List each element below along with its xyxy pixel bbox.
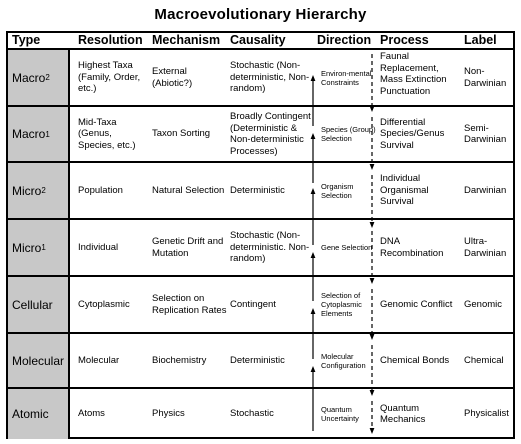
process-cell: Genomic Conflict: [380, 298, 453, 310]
resolution-cell: Molecular: [78, 354, 120, 366]
header-label: Label: [464, 33, 497, 47]
header-mechanism: Mechanism: [152, 33, 221, 47]
header-type: Type: [12, 33, 41, 47]
mechanism-cell: External (Abiotic?): [152, 66, 193, 89]
process-cell: Differential Species/Genus Survival: [380, 116, 445, 151]
label-cell: Non-Darwinian: [464, 66, 507, 89]
label-cell: Genomic: [464, 298, 503, 310]
header-direction: Direction: [317, 33, 372, 47]
type-subscript: 1: [45, 129, 50, 139]
causality-cell: Contingent: [230, 298, 276, 310]
direction-cell: Environ-mental Constraints: [321, 68, 372, 87]
type-label: Cellular: [12, 297, 53, 312]
resolution-cell: Mid-Taxa (Genus, Species, etc.): [78, 116, 136, 151]
resolution-cell: Cytoplasmic: [78, 298, 130, 310]
direction-cell: Gene Selection: [321, 243, 373, 252]
mechanism-cell: Selection on Replication Rates: [152, 293, 227, 316]
table-title: Macroevolutionary Hierarchy: [154, 6, 367, 23]
causality-cell: Deterministic: [230, 354, 285, 366]
causality-cell: Deterministic: [230, 184, 285, 196]
direction-cell: Species (Group) Selection: [321, 125, 376, 143]
label-cell: Darwinian: [464, 184, 507, 196]
type-label: Macro: [12, 127, 46, 141]
type-label: Macro: [12, 70, 46, 85]
direction-cell: Quantum Uncertainty: [321, 405, 359, 423]
causality-cell: Stochastic (Non-deterministic. Non-random): [230, 230, 310, 265]
resolution-cell: Population: [78, 184, 123, 196]
mechanism-cell: Biochemistry: [152, 354, 207, 366]
type-label: Micro: [12, 183, 42, 198]
process-cell: DNA Recombination: [380, 236, 444, 259]
process-cell: Quantum Mechanics: [380, 402, 426, 425]
label-cell: Ultra-Darwinian: [464, 236, 507, 259]
causality-cell: Stochastic (Non-deterministic, Non-random): [230, 60, 310, 95]
type-subscript: 2: [41, 186, 46, 195]
mechanism-cell: Taxon Sorting: [152, 128, 211, 140]
direction-cell: Molecular Configuration: [321, 351, 366, 370]
resolution-cell: Highest Taxa (Family, Order, etc.): [78, 60, 141, 95]
direction-arrows: [8, 33, 513, 437]
mechanism-cell: Genetic Drift and Mutation: [152, 236, 224, 259]
label-cell: Chemical: [464, 354, 504, 366]
type-label: Micro: [12, 240, 42, 255]
direction-cell: Organism Selection: [321, 181, 354, 200]
mechanism-cell: Natural Selection: [152, 184, 225, 196]
hierarchy-table: [6, 31, 515, 439]
mechanism-cell: Physics: [152, 408, 185, 420]
process-cell: Individual Organismal Survival: [380, 173, 429, 208]
resolution-cell: Atoms: [78, 408, 105, 420]
causality-cell: Broadly Contingent (Deterministic & Non-deterministic Processes): [230, 111, 311, 157]
direction-cell: Selection of Cytoplasmic Elements: [321, 291, 362, 318]
type-subscript: 1: [41, 243, 46, 252]
type-label: Atomic: [12, 407, 49, 421]
header-process: Process: [380, 33, 429, 47]
label-cell: Physicalist: [464, 408, 509, 420]
process-cell: Faunal Replacement, Mass Extinction Punctuation: [380, 51, 447, 97]
process-cell: Chemical Bonds: [380, 354, 450, 366]
header-resolution: Resolution: [78, 33, 143, 47]
causality-cell: Stochastic: [230, 408, 274, 420]
resolution-cell: Individual: [78, 241, 119, 253]
header-causality: Causality: [230, 33, 286, 47]
label-cell: Semi-Darwinian: [464, 122, 507, 145]
type-label: Molecular: [12, 353, 65, 368]
type-subscript: 2: [45, 73, 50, 82]
